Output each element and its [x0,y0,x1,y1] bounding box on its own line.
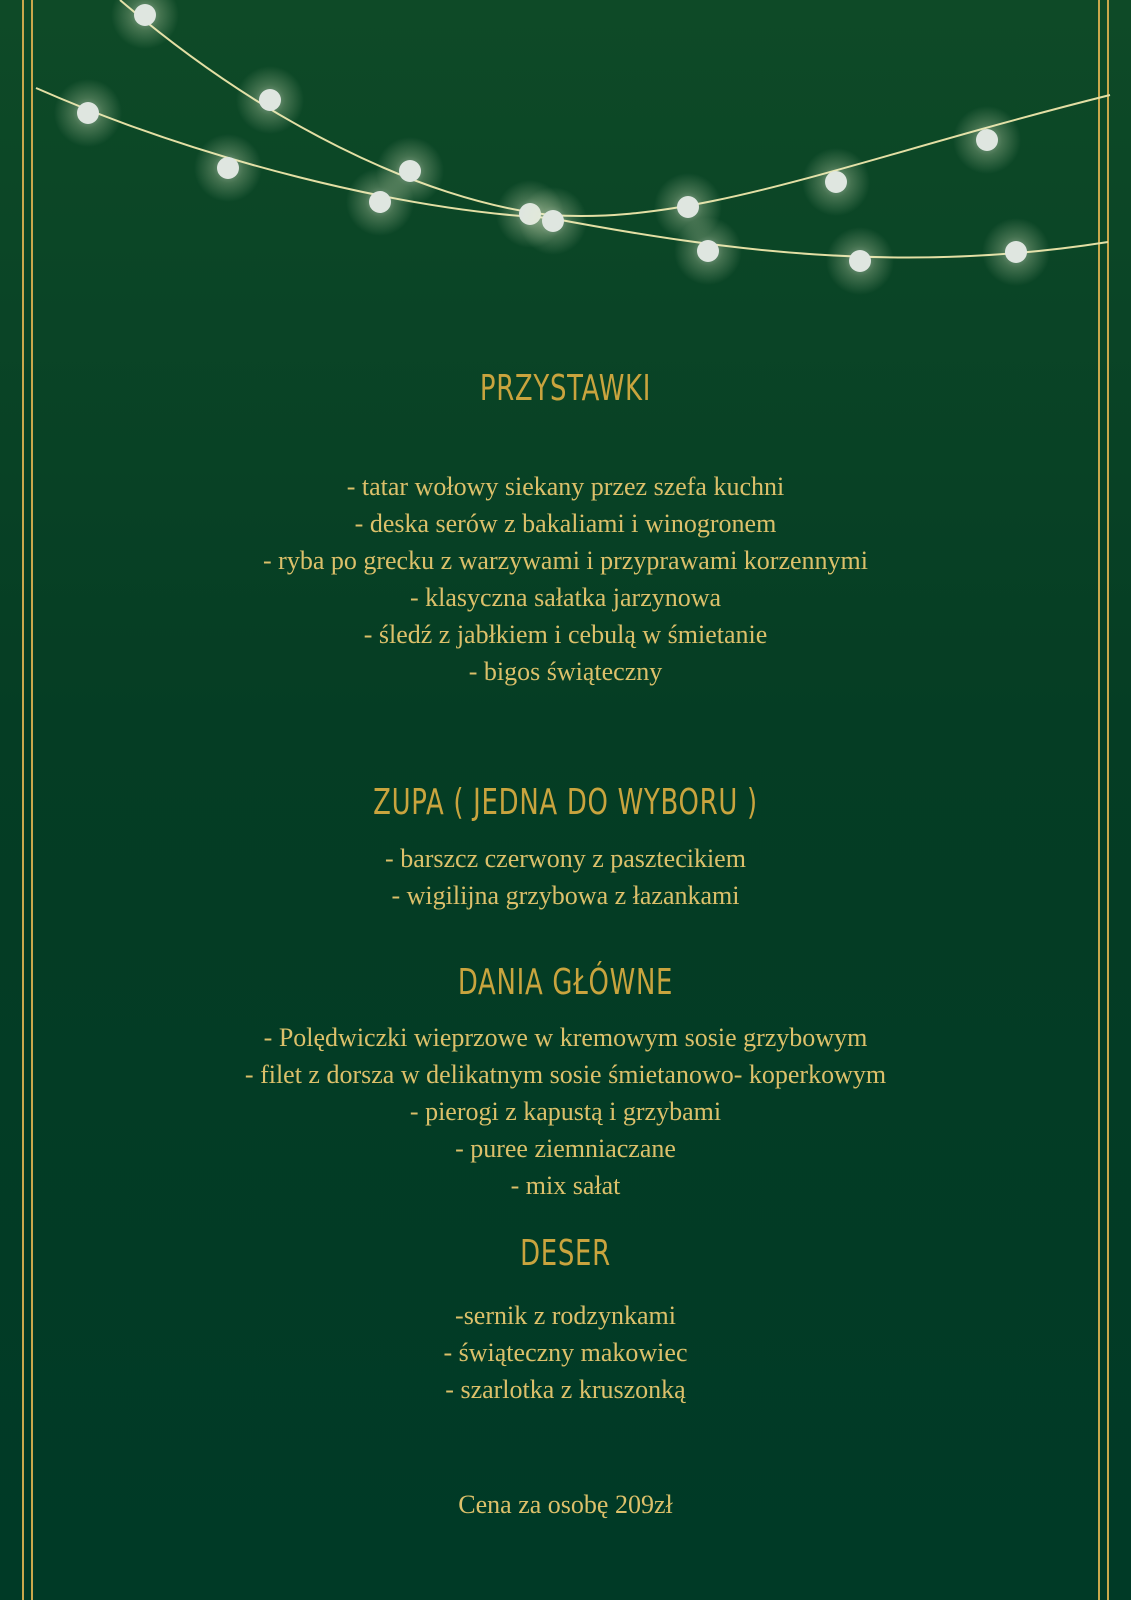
light-bulb [77,102,99,124]
section-title-dessert: DESER [520,1233,611,1274]
light-bulb [677,196,699,218]
price-per-person: Cena za osobę 209zł [458,1490,673,1519]
light-bulb [697,240,719,262]
list-item: - śledź z jabłkiem i cebulą w śmietanie [363,620,768,649]
light-bulbs [54,0,1050,295]
list-item: - filet z dorsza w delikatnym sosie śmietanowo- koperkowym [244,1060,887,1089]
main-dishes-list [0,1019,1131,1204]
section-title-appetizers: PRZYSTAWKI [479,368,652,409]
light-bulb [259,89,281,111]
list-item: - deska serów z bakaliami i winogronem [354,509,777,538]
section-title-soup: ZUPA ( JEDNA DO WYBORU ) [373,782,758,823]
light-bulb [369,191,391,213]
light-bulb [976,129,998,151]
light-bulb [1005,241,1027,263]
light-bulb [849,250,871,272]
soup-list [0,840,1131,914]
list-item: - mix sałat [510,1171,621,1200]
list-item: - puree ziemniaczane [455,1134,676,1163]
list-item: - wigilijna grzybowa z łazankami [391,881,740,910]
list-item: - pierogi z kapustą i grzybami [409,1097,722,1126]
list-item: - bigos świąteczny [468,657,663,686]
list-item: -sernik z rodzynkami [455,1301,676,1330]
list-item: - klasyczna sałatka jarzynowa [409,583,722,612]
appetizers-list [0,468,1131,690]
dessert-list [0,1297,1131,1408]
light-bulb [542,210,564,232]
list-item: - tatar wołowy siekany przez szefa kuchni [346,472,785,501]
section-title-main-dishes: DANIA GŁÓWNE [457,962,674,1003]
list-item: - szarlotka z kruszonką [445,1375,686,1404]
light-bulb [825,171,847,193]
list-item: - barszcz czerwony z pasztecikiem [385,844,746,873]
list-item: - świąteczny makowiec [443,1338,688,1367]
list-item: - ryba po grecku z warzywami i przyprawami korzennymi [263,546,868,575]
string-lights-icon [0,0,1131,320]
light-bulb [134,4,156,26]
list-item: - Polędwiczki wieprzowe w kremowym sosie grzybowym [263,1023,868,1052]
light-bulb [217,157,239,179]
